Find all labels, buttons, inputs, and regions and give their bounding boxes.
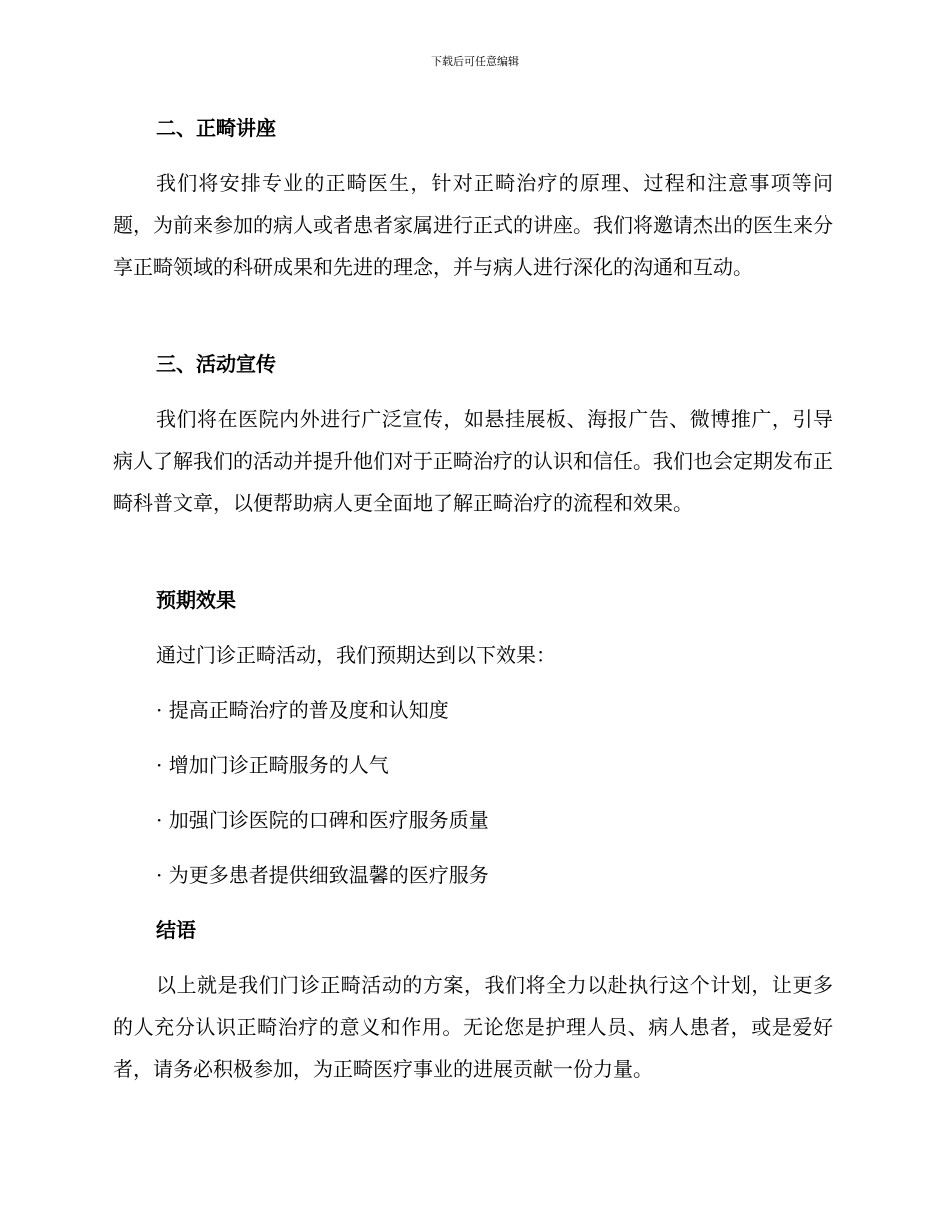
list-item: · 增加门诊正畸服务的人气 xyxy=(156,753,389,777)
page-header: 下载后可任意编辑 xyxy=(431,55,519,68)
section-heading-lecture: 二、正畸讲座 xyxy=(156,116,276,140)
section-heading-promotion: 三、活动宣传 xyxy=(156,352,276,376)
list-item: · 加强门诊医院的口碑和医疗服务质量 xyxy=(156,808,489,832)
paragraph-promotion: 我们将在医院内外进行广泛宣传，如悬挂展板、海报广告、微博推广，引导病人了解我们的活动并提升他们对于正畸治疗的认识和信任。我们也会定期发布正畸科普文章，以便帮助病人更全面地了解正畸治疗的流程和效果。 xyxy=(113,407,833,515)
section-heading-expected-effects: 预期效果 xyxy=(156,588,236,612)
expected-effects-intro: 通过门诊正畸活动，我们预期达到以下效果： xyxy=(156,643,556,667)
paragraph-conclusion: 以上就是我们门诊正畸活动的方案，我们将全力以赴执行这个计划，让更多的人充分认识正畸治疗的意义和作用。无论您是护理人员、病人患者，或是爱好者，请务必积极参加，为正畸医疗事业的进展贡献一份力量。 xyxy=(113,973,833,1081)
list-item: · 提高正畸治疗的普及度和认知度 xyxy=(156,698,449,722)
list-item: · 为更多患者提供细致温馨的医疗服务 xyxy=(156,863,489,887)
paragraph-lecture: 我们将安排专业的正畸医生，针对正畸治疗的原理、过程和注意事项等问题，为前来参加的病人或者患者家属进行正式的讲座。我们将邀请杰出的医生来分享正畸领域的科研成果和先进的理念，并与病人进行深化的沟通和互动。 xyxy=(113,171,833,279)
section-heading-conclusion: 结语 xyxy=(156,918,196,942)
